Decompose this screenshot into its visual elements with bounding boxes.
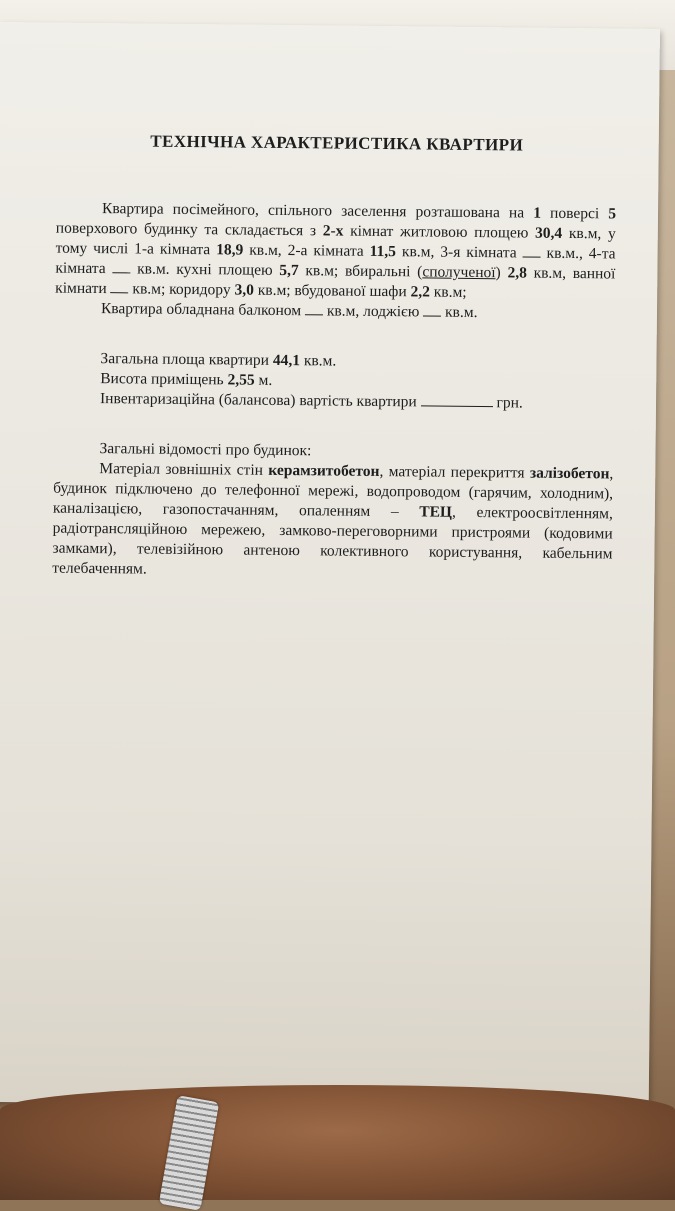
blank-field bbox=[112, 260, 130, 273]
floors-material-value: залізобетон bbox=[529, 464, 610, 483]
text: кімнат житловою площею bbox=[343, 222, 536, 242]
text: , електроосвітленням, радіотрансляційною мережею, замково-переговорними пристроями (кодовими замками), телевізійною антеною колективного користування, кабельним телебаченням. bbox=[52, 503, 613, 578]
text: кв.м, ванної кімнати bbox=[55, 264, 616, 298]
text: Висота приміщень bbox=[100, 370, 228, 389]
text: кв.м. bbox=[299, 352, 337, 370]
toilet-value: 2,8 bbox=[507, 264, 527, 282]
living-area-value: 30,4 bbox=[534, 224, 563, 242]
text: кв.м, 3-я кімната bbox=[395, 243, 523, 262]
text: кв.м. bbox=[441, 303, 478, 322]
text: Інвентаризаційна (балансова) вартість квартири bbox=[99, 390, 421, 411]
walls-material-value: керамзитобетон bbox=[268, 461, 380, 480]
corridor-value: 3,0 bbox=[234, 281, 254, 299]
apartment-summary bbox=[54, 349, 615, 415]
height-value: 2,55 bbox=[227, 371, 255, 389]
apartment-description bbox=[55, 199, 616, 325]
blank-field bbox=[523, 244, 541, 257]
document-page bbox=[0, 22, 660, 1109]
heating-value: ТЕЦ bbox=[419, 503, 453, 521]
text: кв.м; вбиральні ( bbox=[298, 262, 423, 281]
closet-value: 2,2 bbox=[410, 283, 431, 301]
text: ) bbox=[495, 264, 508, 282]
room1-value: 18,9 bbox=[216, 241, 244, 259]
text: м. bbox=[254, 371, 273, 389]
total-area-value: 44,1 bbox=[272, 351, 301, 370]
floors-total-value: 5 bbox=[608, 205, 617, 223]
floor-value: 1 bbox=[533, 204, 542, 222]
room2-value: 11,5 bbox=[369, 242, 397, 261]
document-content bbox=[52, 131, 617, 615]
blank-field bbox=[111, 280, 129, 293]
text: кв.м, лоджією bbox=[322, 302, 424, 321]
apartment-rooms-paragraph bbox=[55, 199, 616, 305]
building-info bbox=[52, 439, 613, 585]
text: Квартира посімейного, спільного заселення розташована на bbox=[101, 200, 534, 222]
text: кв.м; bbox=[429, 283, 467, 301]
text: поверсі bbox=[540, 204, 609, 223]
text: Квартира обладнана балконом bbox=[100, 300, 306, 320]
text: поверхового будинку та складається з bbox=[55, 219, 323, 240]
building-heading: Загальні відомості про будинок: bbox=[99, 440, 312, 460]
hand-photo-region bbox=[0, 1085, 675, 1200]
rooms-value: 2-х bbox=[322, 222, 344, 240]
text: грн. bbox=[492, 394, 523, 412]
text: кв.м; вбудованої шафи bbox=[253, 281, 411, 301]
text: кв.м., 4-та кімната bbox=[55, 244, 616, 278]
blank-field bbox=[421, 393, 493, 407]
toilet-type-value: сполученої bbox=[422, 263, 496, 282]
document-title: ТЕХНІЧНА ХАРАКТЕРИСТИКА КВАРТИРИ bbox=[150, 131, 524, 155]
text: , будинок підключено до телефонної мережі, водопроводом (гарячим, холодним), каналізацією, газопостачанням, опаленням – bbox=[52, 465, 614, 521]
text: Матеріал зовнішніх стін bbox=[99, 460, 269, 479]
text: кв.м, у тому числі 1-а кімната bbox=[55, 224, 616, 259]
building-paragraph bbox=[52, 459, 613, 585]
text: кв.м, 2-а кімната bbox=[243, 241, 370, 260]
blank-field bbox=[423, 303, 441, 316]
text: кв.м. кухні площею bbox=[130, 260, 280, 279]
text: Загальна площа квартири bbox=[100, 350, 273, 369]
text: кв.м; коридору bbox=[128, 280, 235, 299]
text: , матеріал перекриття bbox=[379, 462, 530, 482]
kitchen-value: 5,7 bbox=[279, 261, 299, 280]
blank-field bbox=[305, 302, 323, 315]
